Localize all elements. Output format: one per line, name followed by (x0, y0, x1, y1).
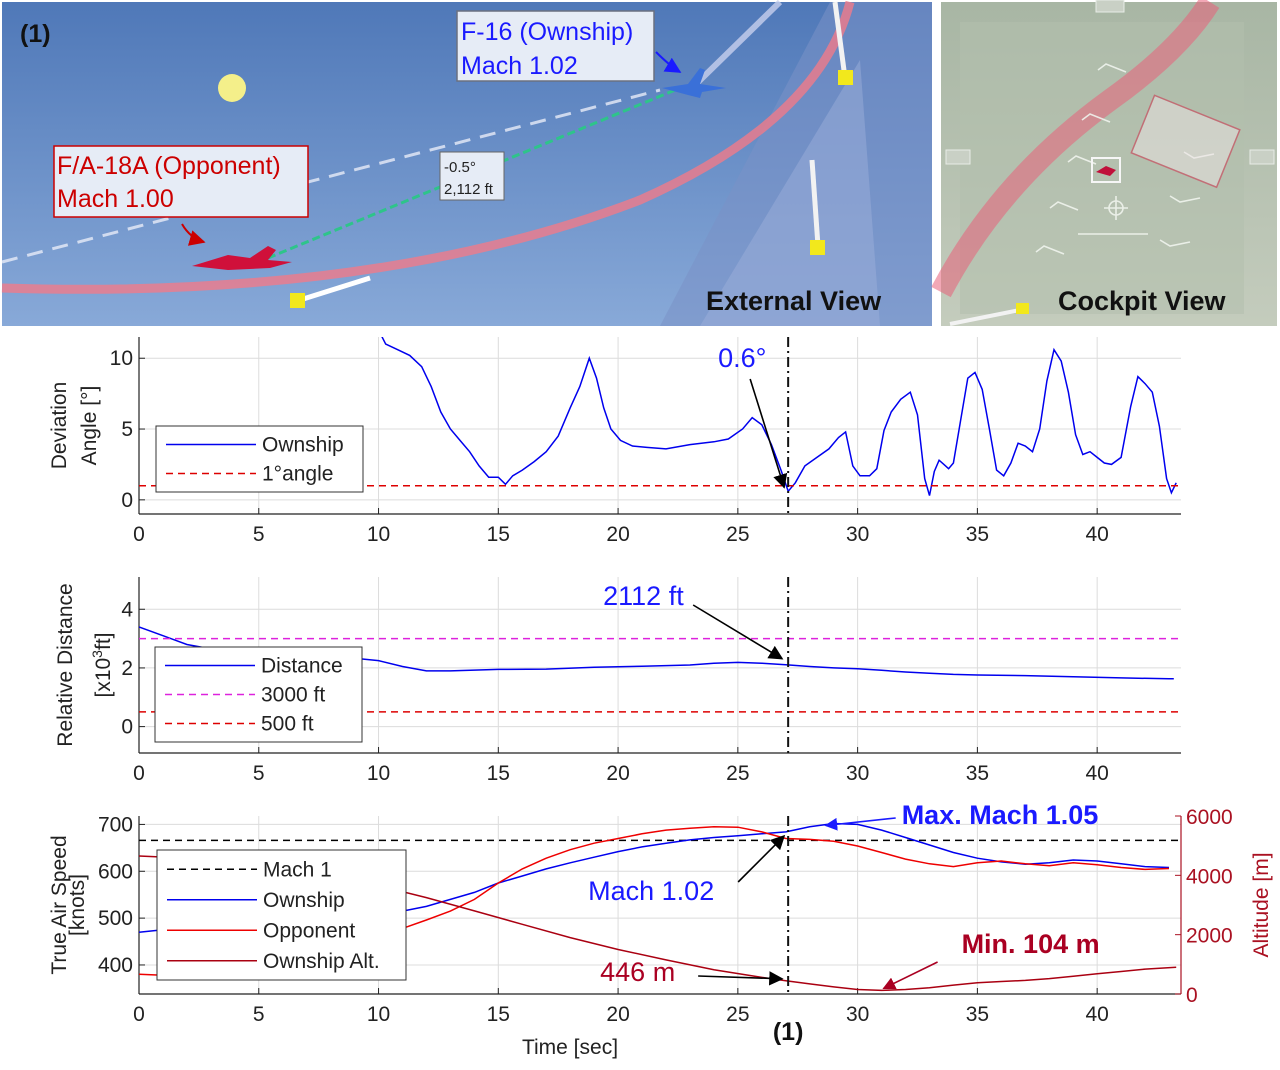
legend-label: Ownship (262, 433, 344, 457)
figure-label: (1) (20, 20, 51, 48)
y-tick-label-right: 2000 (1186, 924, 1233, 948)
annotation-label: Max. Mach 1.05 (901, 800, 1099, 830)
x-tick-label: 10 (366, 523, 391, 546)
y-tick-label: 600 (97, 860, 133, 884)
legend-label: Ownship (263, 888, 345, 912)
x-tick-label: 10 (366, 1003, 391, 1026)
legend-label: 1°angle (262, 462, 334, 486)
legend-label: Distance (261, 654, 343, 678)
x-tick-label: 0 (133, 523, 145, 546)
marker-icon (290, 293, 305, 308)
legend (156, 426, 363, 492)
y-axis-label: True Air Speed (48, 835, 71, 975)
x-tick-label: 25 (726, 523, 750, 546)
x-tick-label: 5 (252, 523, 265, 546)
plots (48, 330, 1273, 1059)
y-axis-label: Deviation (48, 381, 71, 470)
x-tick-label: 15 (486, 1003, 510, 1026)
y-tick-label-right: 0 (1186, 984, 1198, 1007)
y-tick-label-right: 4000 (1186, 865, 1233, 889)
x-tick-label: 30 (845, 762, 870, 785)
annotation-arrow (750, 379, 784, 487)
x-tick-label: 30 (845, 523, 870, 546)
annotation-label: 446 m (600, 957, 676, 987)
event-marker-label: (1) (772, 1018, 804, 1046)
y-axis-label: Relative Distance (54, 583, 77, 747)
x-tick-label: 40 (1085, 523, 1109, 546)
x-tick-label: 30 (845, 1003, 870, 1026)
external-view-label: External View (706, 286, 882, 316)
x-axis-label: Time [sec] (521, 1036, 619, 1059)
y-axis-label-right: Altitude [m] (1250, 852, 1273, 958)
annotation-arrow (738, 836, 784, 882)
y-tick-label: 2 (121, 656, 133, 680)
x-tick-label: 25 (726, 1003, 750, 1026)
external-view (2, 2, 932, 326)
x-tick-label: 40 (1085, 1003, 1109, 1026)
legend (157, 850, 406, 980)
x-tick-label: 35 (965, 1003, 990, 1026)
y-tick-label: 0 (121, 488, 133, 512)
x-tick-label: 20 (606, 762, 630, 785)
x-tick-label: 0 (133, 1003, 145, 1026)
sun-icon (218, 74, 246, 102)
x-tick-label: 15 (486, 523, 510, 546)
annotation-arrow (698, 976, 782, 979)
x-tick-label: 25 (726, 762, 750, 785)
y-tick-label-right: 6000 (1186, 806, 1233, 829)
y-tick-label: 10 (109, 347, 133, 371)
los-range-tag: 2,112 ft (444, 181, 493, 198)
x-tick-label: 5 (252, 1003, 265, 1026)
ownship-tag-line2: Mach 1.02 (461, 52, 578, 80)
legend-label: 500 ft (261, 712, 314, 736)
x-tick-label: 20 (606, 1003, 630, 1026)
x-tick-label: 35 (965, 523, 990, 546)
marker-icon (838, 70, 853, 85)
chart-panel-2 (54, 577, 1181, 785)
annotation-arrow (884, 962, 938, 988)
annotations (603, 581, 782, 659)
annotation-label: 2112 ft (603, 581, 684, 611)
ownship-tag-line1: F-16 (Ownship) (461, 18, 634, 46)
annotation-label: Mach 1.02 (588, 876, 715, 906)
cockpit-view (941, 0, 1277, 326)
legend-label: Ownship Alt. (263, 949, 380, 973)
annotations (718, 343, 784, 487)
annotations (588, 800, 1099, 988)
annotation-label: Min. 104 m (961, 929, 1100, 959)
y-tick-label: 700 (97, 813, 133, 837)
x-tick-label: 20 (606, 523, 630, 546)
marker-icon (1016, 303, 1029, 314)
annotation-label: 0.6° (718, 343, 767, 373)
y-axis-label-units: [knots] (66, 874, 89, 936)
legend-label: 3000 ft (261, 683, 326, 707)
legend-label: Mach 1 (263, 858, 332, 882)
x-tick-label: 35 (965, 762, 990, 785)
y-tick-label: 4 (121, 598, 133, 622)
x-tick-label: 15 (486, 762, 510, 785)
y-axis-label-units: $[x10^3ft]$ (89, 632, 115, 698)
cockpit-view-label: Cockpit View (1058, 286, 1226, 316)
legend-label: Opponent (263, 919, 356, 943)
x-tick-label: 0 (133, 762, 145, 785)
x-tick-label: 10 (366, 762, 391, 785)
y-tick-label: 500 (97, 907, 133, 931)
opponent-tag-line2: Mach 1.00 (57, 185, 174, 213)
legend (155, 647, 362, 742)
opponent-tag-line1: F/A-18A (Opponent) (57, 152, 281, 180)
chart-panel-1 (48, 330, 1181, 546)
los-angle-tag: -0.5° (444, 159, 476, 176)
y-tick-label: 5 (121, 418, 133, 442)
y-tick-label: 0 (121, 715, 133, 739)
x-tick-label: 5 (252, 762, 265, 785)
y-axis-label-units: Angle [°] (78, 385, 101, 466)
x-tick-label: 40 (1085, 762, 1109, 785)
y-tick-label: 400 (97, 953, 133, 977)
chart-panel-3 (48, 800, 1273, 1059)
marker-icon (810, 240, 825, 255)
